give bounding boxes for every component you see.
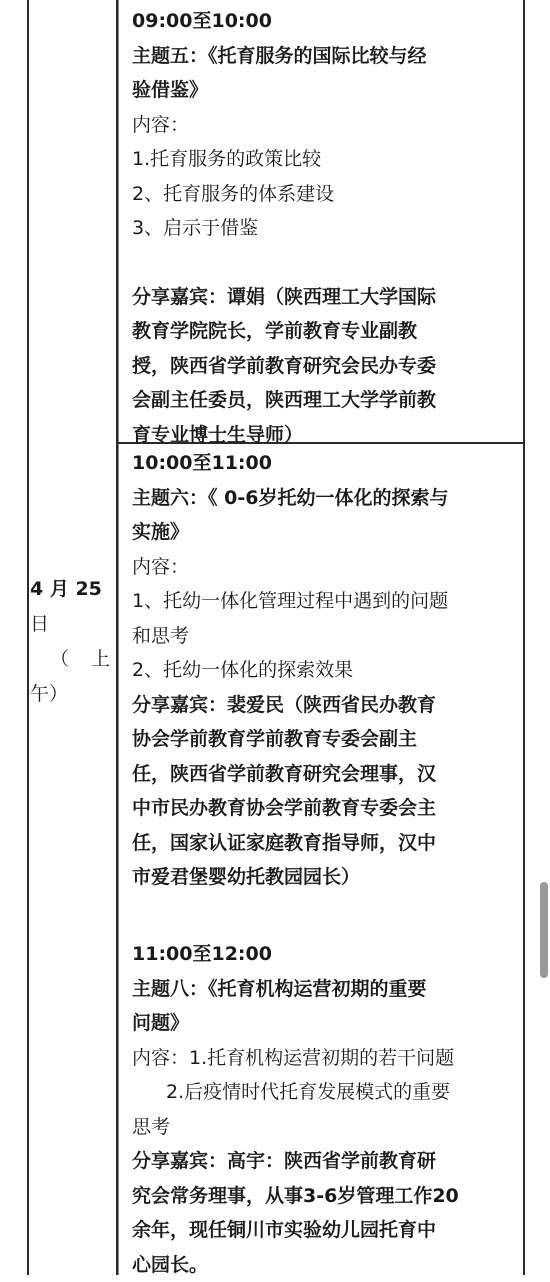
guest-info: 育专业博士生导师） xyxy=(132,418,522,453)
date-paren: （ xyxy=(50,642,69,677)
guest-info: 授，陕西省学前教育研究会民办专委 xyxy=(132,349,522,384)
content-item: 思考 xyxy=(132,1110,522,1145)
guest-info: 市爱君堡婴幼托教园园长） xyxy=(132,860,522,895)
table-border-middle-inner xyxy=(118,0,119,1275)
content-item: 1.托育服务的政策比较 xyxy=(132,142,522,177)
guest-info: 教育学院院长，学前教育专业副教 xyxy=(132,314,522,349)
date-line: 日 xyxy=(30,607,114,642)
date-line xyxy=(30,642,110,677)
content-item: 2、托育服务的体系建设 xyxy=(132,177,522,212)
guest-info: 中市民办教育协会学前教育专委会主 xyxy=(132,791,522,826)
session-time: 09:00至10:00 xyxy=(132,4,522,39)
session-topic: 主题五：《托育服务的国际比较与经 xyxy=(132,39,522,74)
session-topic: 问题》 xyxy=(132,1006,522,1041)
guest-info: 会副主任委员，陕西理工大学学前教 xyxy=(132,383,522,418)
content-label: 内容： xyxy=(132,108,522,143)
guest-info: 究会常务理事，从事3-6岁管理工作20 xyxy=(132,1179,522,1214)
content-item: 1、托幼一体化管理过程中遇到的问题 xyxy=(132,584,522,619)
guest-info: 任，国家认证家庭教育指导师，汉中 xyxy=(132,826,522,861)
content-item: 2、托幼一体化的探索效果 xyxy=(132,653,522,688)
content-item: 和思考 xyxy=(132,619,522,654)
content-item: 3、启示于借鉴 xyxy=(132,211,522,246)
content-label: 内容： xyxy=(132,550,522,585)
session-topic: 验借鉴》 xyxy=(132,73,522,108)
session-time: 10:00至11:00 xyxy=(132,446,522,481)
session-topic: 实施》 xyxy=(132,515,522,550)
table-border-left xyxy=(27,0,29,1275)
content-item: 2.后疫情时代托育发展模式的重要 xyxy=(132,1075,522,1110)
guest-info: 任，陕西省学前教育研究会理事，汉 xyxy=(132,757,522,792)
guest-info: 协会学前教育学前教育专委会副主 xyxy=(132,722,522,757)
session-topic: 主题八：《托育机构运营初期的重要 xyxy=(132,972,522,1007)
session-3 xyxy=(132,937,522,1282)
date-line: 4 月 25 xyxy=(30,572,114,607)
date-line: 午） xyxy=(30,677,114,712)
date-cell xyxy=(30,572,114,712)
guest-info: 余年，现任铜川市实验幼儿园托育中 xyxy=(132,1213,522,1248)
guest-info: 分享嘉宾：高宇：陕西省学前教育研 xyxy=(132,1144,522,1179)
session-1 xyxy=(132,4,522,452)
session-time: 11:00至12:00 xyxy=(132,937,522,972)
guest-info: 心园长。 xyxy=(132,1248,522,1282)
content-item: 内容：1.托育机构运营初期的若干问题 xyxy=(132,1041,522,1076)
guest-info: 分享嘉宾：裴爱民（陕西省民办教育 xyxy=(132,688,522,723)
table-border-right xyxy=(523,0,525,1275)
session-topic: 主题六：《 0-6岁托幼一体化的探索与 xyxy=(132,481,522,516)
session-2 xyxy=(132,446,522,895)
guest-info: 分享嘉宾：谭娟（陕西理工大学国际 xyxy=(132,280,522,315)
date-period: 上 xyxy=(91,642,110,677)
scrollbar[interactable] xyxy=(540,882,548,978)
